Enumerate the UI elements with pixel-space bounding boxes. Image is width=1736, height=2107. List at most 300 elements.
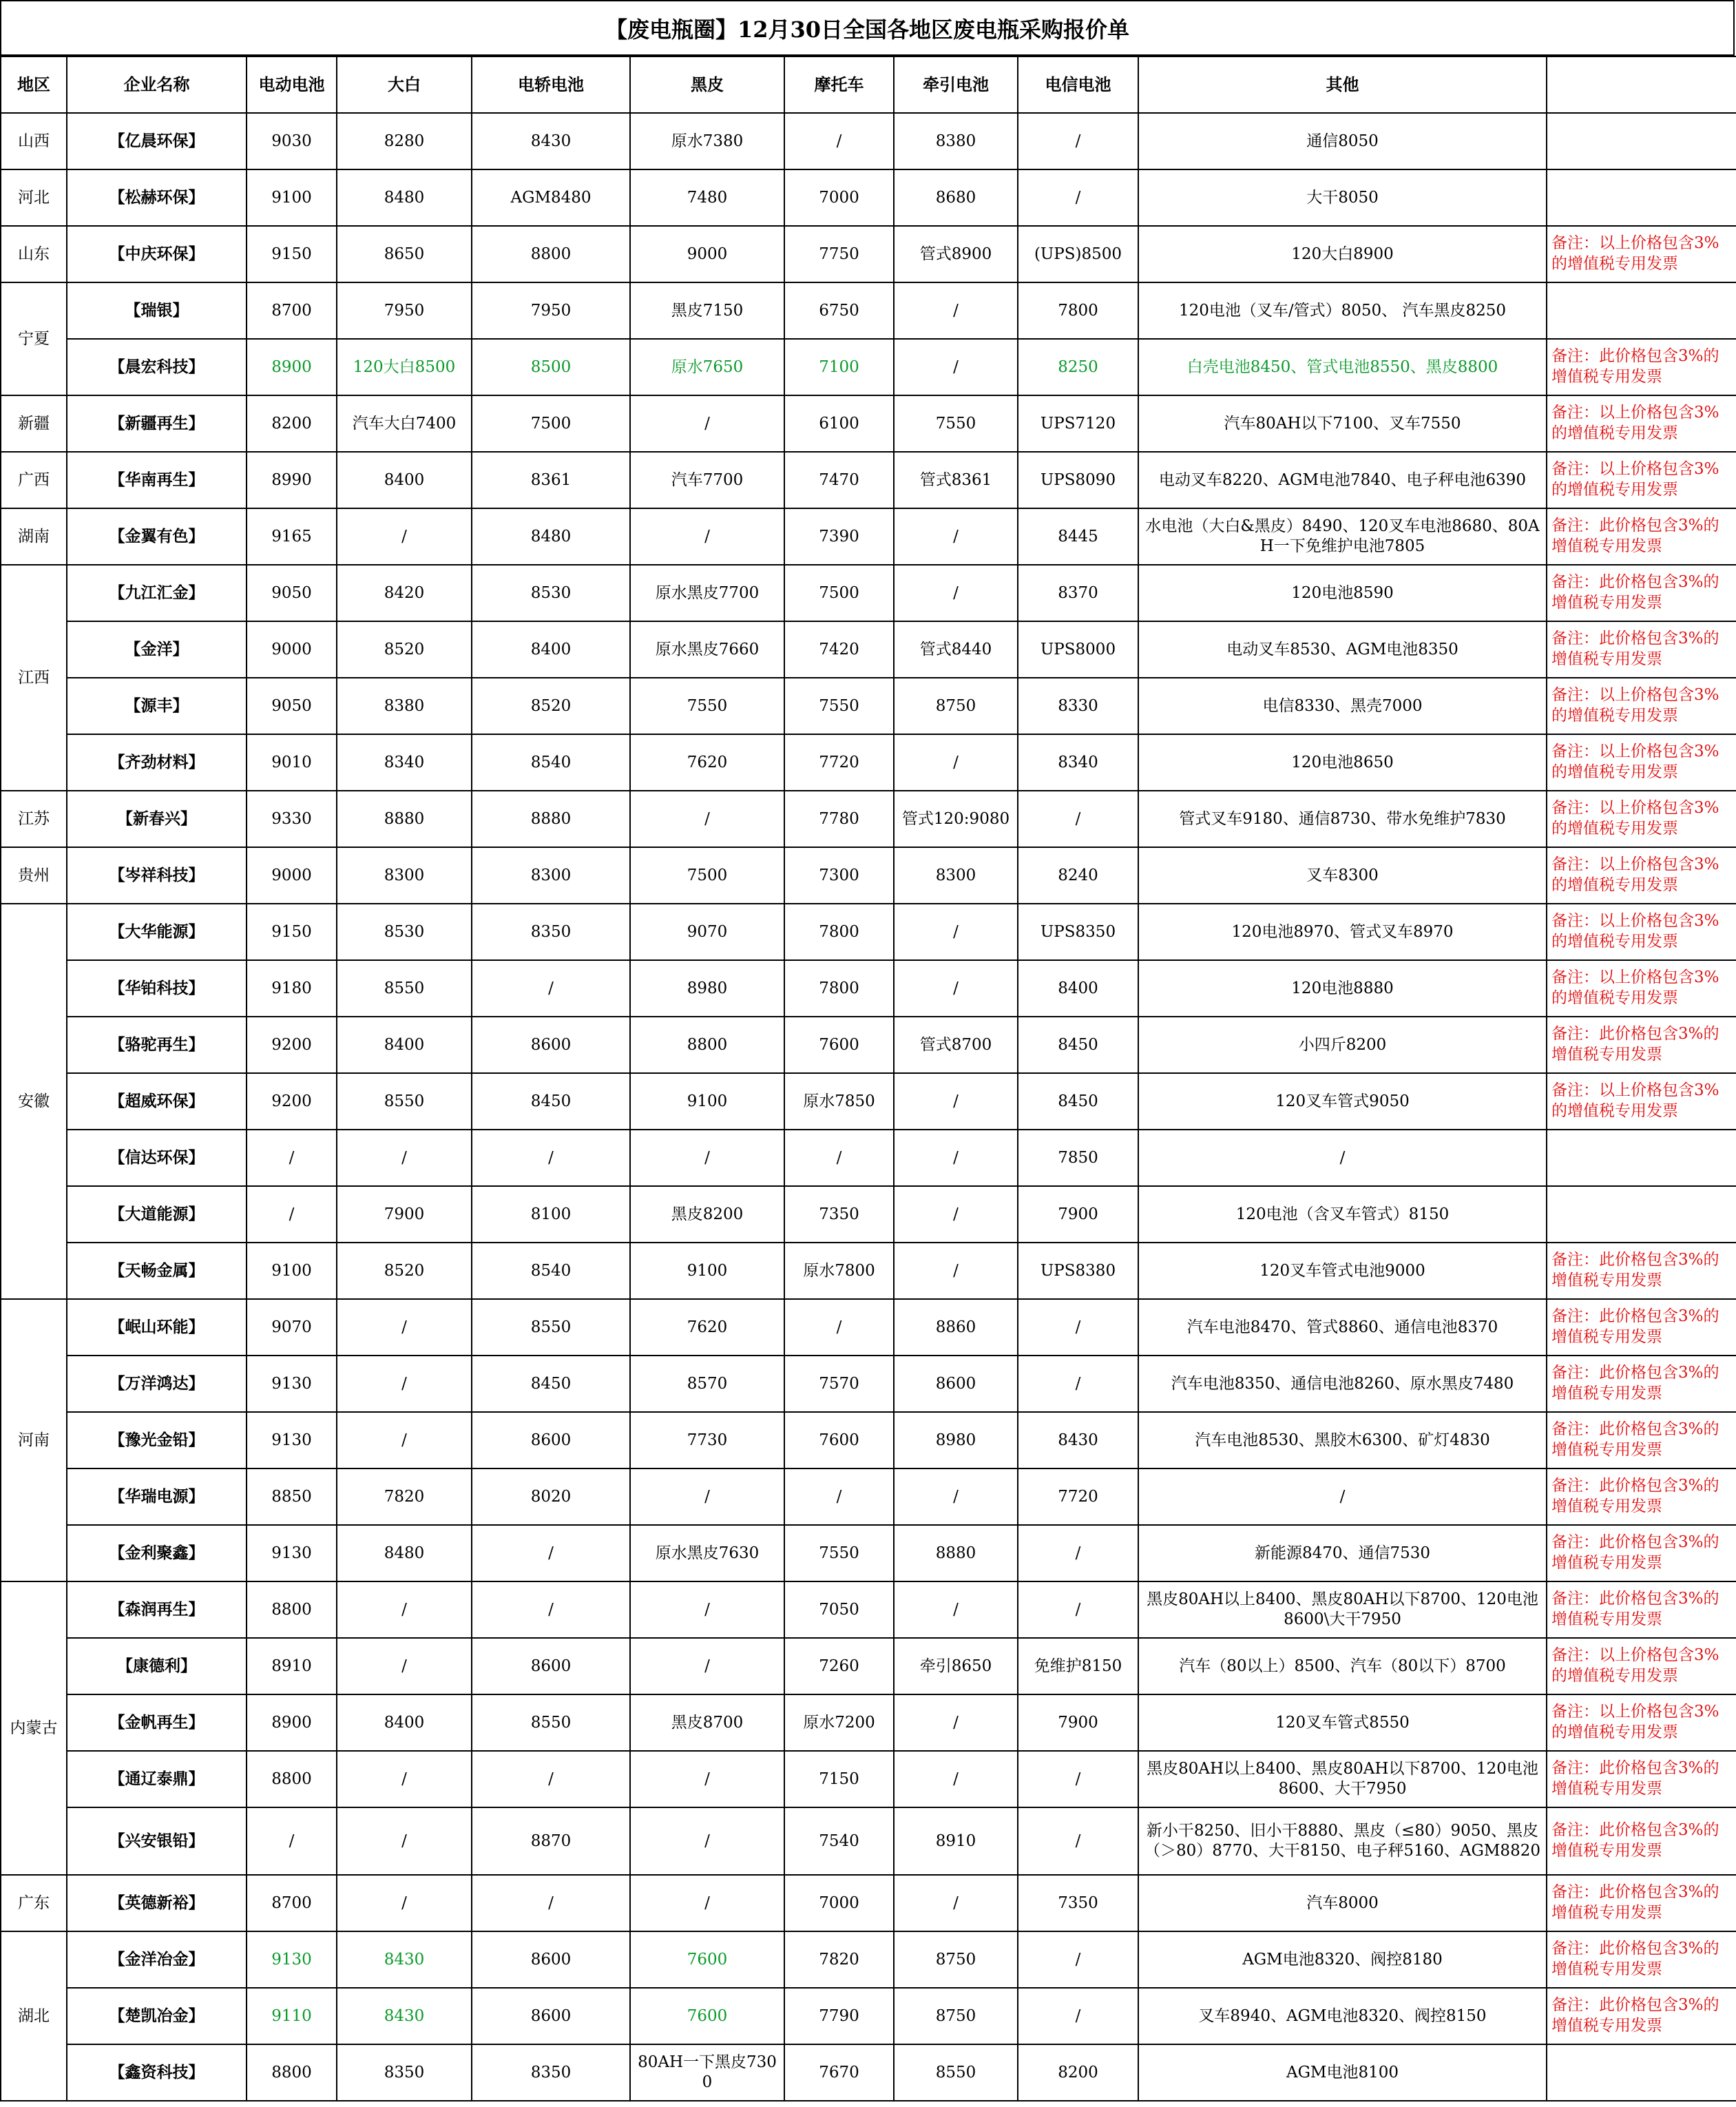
price-dabai-cell: 8650 — [337, 226, 472, 282]
table-row — [1, 1694, 1736, 1751]
price-heipi-cell: 7600 — [630, 1988, 784, 2044]
price-car-cell: / — [472, 1130, 630, 1186]
price-electric-cell: 8200 — [247, 395, 337, 452]
note-cell: 备注：此价格包含3%的增值税专用发票 — [1547, 339, 1736, 395]
price-heipi-cell: 8980 — [630, 960, 784, 1017]
company-cell: 【骆驼再生】 — [67, 1017, 247, 1073]
price-electric-cell: 9000 — [247, 847, 337, 904]
price-electric-cell: / — [247, 1807, 337, 1875]
price-telecom-cell: UPS8380 — [1018, 1243, 1138, 1299]
price-moto-cell: 7720 — [784, 734, 894, 791]
price-electric-cell: 8850 — [247, 1468, 337, 1525]
price-telecom-cell: 8400 — [1018, 960, 1138, 1017]
price-heipi-cell: / — [630, 508, 784, 565]
price-moto-cell: 7050 — [784, 1581, 894, 1638]
note-cell: 备注：以上价格包含3%的增值税专用发票 — [1547, 678, 1736, 734]
table-row — [1, 282, 1736, 339]
note-cell: 备注：以上价格包含3%的增值税专用发票 — [1547, 960, 1736, 1017]
price-heipi-cell: 原水7650 — [630, 339, 784, 395]
price-car-cell: 8870 — [472, 1807, 630, 1875]
company-cell: 【康德利】 — [67, 1638, 247, 1694]
price-other-cell: 120电池8650 — [1138, 734, 1547, 791]
price-other-cell: 水电池（大白&黑皮）8490、120叉车电池8680、80AH一下免维护电池7805 — [1138, 508, 1547, 565]
price-other-cell: 汽车8000 — [1138, 1875, 1547, 1931]
price-dabai-cell: 8480 — [337, 1525, 472, 1581]
price-moto-cell: 7570 — [784, 1356, 894, 1412]
price-car-cell: 8600 — [472, 1931, 630, 1988]
table-row — [1, 678, 1736, 734]
price-moto-cell: 7550 — [784, 1525, 894, 1581]
price-heipi-cell: 黑皮8200 — [630, 1186, 784, 1243]
region-cell: 山西 — [1, 113, 67, 169]
company-cell: 【岑祥科技】 — [67, 847, 247, 904]
price-telecom-cell: / — [1018, 1807, 1138, 1875]
price-car-cell: 8600 — [472, 1638, 630, 1694]
price-telecom-cell: / — [1018, 1931, 1138, 1988]
price-heipi-cell: / — [630, 1581, 784, 1638]
price-car-cell: 8100 — [472, 1186, 630, 1243]
price-telecom-cell: 8240 — [1018, 847, 1138, 904]
price-moto-cell: 7300 — [784, 847, 894, 904]
price-other-cell: 120电池（叉车/管式）8050、 汽车黑皮8250 — [1138, 282, 1547, 339]
price-electric-cell: 9050 — [247, 678, 337, 734]
price-car-cell: 8550 — [472, 1694, 630, 1751]
price-heipi-cell: 原水7380 — [630, 113, 784, 169]
price-heipi-cell: 7550 — [630, 678, 784, 734]
price-telecom-cell: / — [1018, 1988, 1138, 2044]
note-cell — [1547, 1130, 1736, 1186]
note-cell: 备注：此价格包含3%的增值税专用发票 — [1547, 565, 1736, 621]
region-cell: 河北 — [1, 169, 67, 226]
price-moto-cell: 7350 — [784, 1186, 894, 1243]
note-cell: 备注：以上价格包含3%的增值税专用发票 — [1547, 226, 1736, 282]
price-traction-cell: 8680 — [894, 169, 1018, 226]
price-traction-cell: 8880 — [894, 1525, 1018, 1581]
price-moto-cell: 7800 — [784, 960, 894, 1017]
company-cell: 【楚凯冶金】 — [67, 1988, 247, 2044]
price-electric-cell: 9110 — [247, 1988, 337, 2044]
table-row — [1, 1243, 1736, 1299]
price-dabai-cell: 8350 — [337, 2044, 472, 2101]
note-cell: 备注：此价格包含3%的增值税专用发票 — [1547, 1751, 1736, 1807]
region-cell: 贵州 — [1, 847, 67, 904]
note-cell: 备注：此价格包含3%的增值税专用发票 — [1547, 621, 1736, 678]
company-cell: 【源丰】 — [67, 678, 247, 734]
price-heipi-cell: / — [630, 395, 784, 452]
price-electric-cell: 9130 — [247, 1356, 337, 1412]
price-car-cell: 7950 — [472, 282, 630, 339]
price-car-cell: 8450 — [472, 1356, 630, 1412]
region-cell: 湖北 — [1, 1931, 67, 2101]
region-cell: 江苏 — [1, 791, 67, 847]
column-header — [1547, 56, 1736, 113]
price-car-cell: / — [472, 1875, 630, 1931]
price-telecom-cell: 8450 — [1018, 1073, 1138, 1130]
price-moto-cell: 7750 — [784, 226, 894, 282]
company-cell: 【中庆环保】 — [67, 226, 247, 282]
price-traction-cell: 8750 — [894, 1988, 1018, 2044]
price-other-cell: 叉车8940、AGM电池8320、阀控8150 — [1138, 1988, 1547, 2044]
price-traction-cell: / — [894, 1186, 1018, 1243]
price-moto-cell: 7820 — [784, 1931, 894, 1988]
table-row — [1, 904, 1736, 960]
company-cell: 【金洋】 — [67, 621, 247, 678]
column-header: 电动电池 — [247, 56, 337, 113]
region-cell: 广东 — [1, 1875, 67, 1931]
company-cell: 【金翼有色】 — [67, 508, 247, 565]
price-electric-cell: 8800 — [247, 1581, 337, 1638]
price-traction-cell: / — [894, 565, 1018, 621]
price-telecom-cell: UPS8000 — [1018, 621, 1138, 678]
price-other-cell: 汽车80AH以下7100、叉车7550 — [1138, 395, 1547, 452]
note-cell: 备注：此价格包含3%的增值税专用发票 — [1547, 1525, 1736, 1581]
price-traction-cell: / — [894, 508, 1018, 565]
price-heipi-cell: / — [630, 791, 784, 847]
price-other-cell: 新能源8470、通信7530 — [1138, 1525, 1547, 1581]
price-moto-cell: 6100 — [784, 395, 894, 452]
price-traction-cell: 8600 — [894, 1356, 1018, 1412]
price-car-cell: AGM8480 — [472, 169, 630, 226]
note-cell: 备注：此价格包含3%的增值税专用发票 — [1547, 1581, 1736, 1638]
price-electric-cell: 9200 — [247, 1073, 337, 1130]
price-heipi-cell: 黑皮8700 — [630, 1694, 784, 1751]
price-other-cell: 汽车（80以上）8500、汽车（80以下）8700 — [1138, 1638, 1547, 1694]
price-dabai-cell: / — [337, 1807, 472, 1875]
region-cell: 宁夏 — [1, 282, 67, 395]
price-car-cell: 8540 — [472, 734, 630, 791]
price-other-cell: 120叉车管式8550 — [1138, 1694, 1547, 1751]
price-moto-cell: 7790 — [784, 1988, 894, 2044]
company-cell: 【亿晨环保】 — [67, 113, 247, 169]
note-cell: 备注：以上价格包含3%的增值税专用发票 — [1547, 1638, 1736, 1694]
price-dabai-cell: 8550 — [337, 1073, 472, 1130]
price-car-cell: / — [472, 1751, 630, 1807]
region-cell: 湖南 — [1, 508, 67, 565]
price-electric-cell: 8910 — [247, 1638, 337, 1694]
table-row — [1, 1412, 1736, 1468]
price-dabai-cell: 8400 — [337, 1017, 472, 1073]
price-heipi-cell: 7480 — [630, 169, 784, 226]
table-row — [1, 1525, 1736, 1581]
price-telecom-cell: UPS8090 — [1018, 452, 1138, 508]
price-heipi-cell: 9100 — [630, 1243, 784, 1299]
price-other-cell: 汽车电池8350、通信电池8260、原水黑皮7480 — [1138, 1356, 1547, 1412]
price-moto-cell: 7600 — [784, 1017, 894, 1073]
price-car-cell: 8361 — [472, 452, 630, 508]
price-electric-cell: 9330 — [247, 791, 337, 847]
note-cell: 备注：此价格包含3%的增值税专用发票 — [1547, 1931, 1736, 1988]
table-row — [1, 791, 1736, 847]
price-traction-cell: / — [894, 1581, 1018, 1638]
company-cell: 【万洋鸿达】 — [67, 1356, 247, 1412]
price-moto-cell: 7500 — [784, 565, 894, 621]
price-dabai-cell: 8520 — [337, 621, 472, 678]
price-heipi-cell: 80AH一下黑皮7300 — [630, 2044, 784, 2101]
note-cell — [1547, 1186, 1736, 1243]
price-heipi-cell: 原水黑皮7660 — [630, 621, 784, 678]
company-cell: 【九江汇金】 — [67, 565, 247, 621]
price-dabai-cell: 8400 — [337, 1694, 472, 1751]
price-electric-cell: 9030 — [247, 113, 337, 169]
table-row — [1, 508, 1736, 565]
price-moto-cell: 7260 — [784, 1638, 894, 1694]
price-car-cell: 8540 — [472, 1243, 630, 1299]
price-moto-cell: 7420 — [784, 621, 894, 678]
price-traction-cell: 管式8900 — [894, 226, 1018, 282]
price-moto-cell: 7000 — [784, 169, 894, 226]
price-telecom-cell: / — [1018, 1299, 1138, 1356]
price-heipi-cell: 7620 — [630, 1299, 784, 1356]
price-moto-cell: 7780 — [784, 791, 894, 847]
note-cell: 备注：以上价格包含3%的增值税专用发票 — [1547, 1073, 1736, 1130]
price-heipi-cell: / — [630, 1130, 784, 1186]
price-dabai-cell: 8520 — [337, 1243, 472, 1299]
note-cell — [1547, 113, 1736, 169]
column-header: 其他 — [1138, 56, 1547, 113]
price-other-cell: 电信8330、黑壳7000 — [1138, 678, 1547, 734]
price-other-cell: / — [1138, 1130, 1547, 1186]
price-moto-cell: 7390 — [784, 508, 894, 565]
table-body — [1, 113, 1736, 2101]
company-cell: 【大华能源】 — [67, 904, 247, 960]
company-cell: 【新春兴】 — [67, 791, 247, 847]
price-electric-cell: / — [247, 1130, 337, 1186]
price-dabai-cell: 8880 — [337, 791, 472, 847]
price-telecom-cell: 8330 — [1018, 678, 1138, 734]
price-electric-cell: 9130 — [247, 1525, 337, 1581]
column-header: 牵引电池 — [894, 56, 1018, 113]
price-moto-cell: / — [784, 1468, 894, 1525]
price-traction-cell: / — [894, 1751, 1018, 1807]
price-traction-cell: 管式8361 — [894, 452, 1018, 508]
price-telecom-cell: 7900 — [1018, 1186, 1138, 1243]
note-cell: 备注：以上价格包含3%的增值税专用发票 — [1547, 791, 1736, 847]
price-traction-cell: 8300 — [894, 847, 1018, 904]
note-cell — [1547, 2044, 1736, 2101]
price-electric-cell: 8800 — [247, 1751, 337, 1807]
company-cell: 【华铂科技】 — [67, 960, 247, 1017]
price-traction-cell: 管式120:9080 — [894, 791, 1018, 847]
price-dabai-cell: / — [337, 1638, 472, 1694]
note-cell: 备注：以上价格包含3%的增值税专用发票 — [1547, 395, 1736, 452]
note-cell: 备注：以上价格包含3%的增值税专用发票 — [1547, 452, 1736, 508]
table-row — [1, 621, 1736, 678]
price-dabai-cell: 8340 — [337, 734, 472, 791]
price-electric-cell: 9180 — [247, 960, 337, 1017]
price-other-cell: 黑皮80AH以上8400、黑皮80AH以下8700、120电池8600\大干7950 — [1138, 1581, 1547, 1638]
price-heipi-cell: / — [630, 1875, 784, 1931]
price-dabai-cell: 汽车大白7400 — [337, 395, 472, 452]
price-telecom-cell: / — [1018, 1525, 1138, 1581]
price-other-cell: / — [1138, 1468, 1547, 1525]
company-cell: 【岷山环能】 — [67, 1299, 247, 1356]
price-moto-cell: 7150 — [784, 1751, 894, 1807]
price-car-cell: 8480 — [472, 508, 630, 565]
price-electric-cell: 9100 — [247, 169, 337, 226]
price-dabai-cell: 8530 — [337, 904, 472, 960]
company-cell: 【金利聚鑫】 — [67, 1525, 247, 1581]
note-cell: 备注：以上价格包含3%的增值税专用发票 — [1547, 847, 1736, 904]
price-traction-cell: 8750 — [894, 1931, 1018, 1988]
price-car-cell: 8020 — [472, 1468, 630, 1525]
price-car-cell: 8880 — [472, 791, 630, 847]
price-car-cell: 8350 — [472, 904, 630, 960]
price-other-cell: 120电池8590 — [1138, 565, 1547, 621]
price-telecom-cell: 8430 — [1018, 1412, 1138, 1468]
price-traction-cell: 8860 — [894, 1299, 1018, 1356]
price-electric-cell: 9150 — [247, 904, 337, 960]
price-dabai-cell: / — [337, 1875, 472, 1931]
region-cell: 河南 — [1, 1299, 67, 1581]
price-telecom-cell: UPS7120 — [1018, 395, 1138, 452]
price-other-cell: 大干8050 — [1138, 169, 1547, 226]
price-traction-cell: / — [894, 1130, 1018, 1186]
price-car-cell: 8520 — [472, 678, 630, 734]
table-row — [1, 1130, 1736, 1186]
price-heipi-cell: / — [630, 1468, 784, 1525]
price-dabai-cell: 8280 — [337, 113, 472, 169]
price-electric-cell: 9010 — [247, 734, 337, 791]
column-header: 企业名称 — [67, 56, 247, 113]
table-row — [1, 734, 1736, 791]
price-other-cell: 白壳电池8450、管式电池8550、黑皮8800 — [1138, 339, 1547, 395]
price-electric-cell: 8700 — [247, 1875, 337, 1931]
price-other-cell: 通信8050 — [1138, 113, 1547, 169]
price-telecom-cell: 免维护8150 — [1018, 1638, 1138, 1694]
price-heipi-cell: 9000 — [630, 226, 784, 282]
price-electric-cell: 9100 — [247, 1243, 337, 1299]
price-heipi-cell: / — [630, 1807, 784, 1875]
price-other-cell: 管式叉车9180、通信8730、带水免维护7830 — [1138, 791, 1547, 847]
price-car-cell: 8350 — [472, 2044, 630, 2101]
price-traction-cell: 牵引8650 — [894, 1638, 1018, 1694]
note-cell: 备注：此价格包含3%的增值税专用发票 — [1547, 1412, 1736, 1468]
price-dabai-cell: 8380 — [337, 678, 472, 734]
price-moto-cell: / — [784, 1299, 894, 1356]
price-electric-cell: 8700 — [247, 282, 337, 339]
note-cell: 备注：以上价格包含3%的增值税专用发票 — [1547, 734, 1736, 791]
price-telecom-cell: 8450 — [1018, 1017, 1138, 1073]
price-moto-cell: 7540 — [784, 1807, 894, 1875]
column-header: 电轿电池 — [472, 56, 630, 113]
price-other-cell: 120电池8970、管式叉车8970 — [1138, 904, 1547, 960]
price-heipi-cell: / — [630, 1638, 784, 1694]
price-electric-cell: 9165 — [247, 508, 337, 565]
price-moto-cell: 7550 — [784, 678, 894, 734]
note-cell: 备注：此价格包含3%的增值税专用发票 — [1547, 1468, 1736, 1525]
price-heipi-cell: / — [630, 1751, 784, 1807]
price-dabai-cell: 8480 — [337, 169, 472, 226]
price-electric-cell: 9000 — [247, 621, 337, 678]
price-moto-cell: 原水7200 — [784, 1694, 894, 1751]
price-telecom-cell: 8340 — [1018, 734, 1138, 791]
price-dabai-cell: / — [337, 1299, 472, 1356]
price-electric-cell: 8800 — [247, 2044, 337, 2101]
table-row — [1, 339, 1736, 395]
price-dabai-cell: 8420 — [337, 565, 472, 621]
price-telecom-cell: UPS8350 — [1018, 904, 1138, 960]
price-traction-cell: 7550 — [894, 395, 1018, 452]
price-dabai-cell: / — [337, 1581, 472, 1638]
price-traction-cell: / — [894, 1875, 1018, 1931]
price-heipi-cell: 7600 — [630, 1931, 784, 1988]
company-cell: 【金洋冶金】 — [67, 1931, 247, 1988]
note-cell: 备注：此价格包含3%的增值税专用发票 — [1547, 1875, 1736, 1931]
price-other-cell: 叉车8300 — [1138, 847, 1547, 904]
price-car-cell: 7500 — [472, 395, 630, 452]
price-traction-cell: / — [894, 734, 1018, 791]
price-car-cell: 8600 — [472, 1988, 630, 2044]
table-row — [1, 169, 1736, 226]
price-dabai-cell: 8300 — [337, 847, 472, 904]
table-row — [1, 2044, 1736, 2101]
company-cell: 【信达环保】 — [67, 1130, 247, 1186]
price-electric-cell: 9200 — [247, 1017, 337, 1073]
price-table — [0, 56, 1736, 2101]
price-other-cell: AGM电池8320、阀控8180 — [1138, 1931, 1547, 1988]
company-cell: 【新疆再生】 — [67, 395, 247, 452]
price-traction-cell: 8980 — [894, 1412, 1018, 1468]
price-moto-cell: 7000 — [784, 1875, 894, 1931]
price-telecom-cell: / — [1018, 1751, 1138, 1807]
price-other-cell: 汽车电池8530、黑胶木6300、矿灯4830 — [1138, 1412, 1547, 1468]
company-cell: 【瑞银】 — [67, 282, 247, 339]
table-row — [1, 565, 1736, 621]
company-cell: 【晨宏科技】 — [67, 339, 247, 395]
price-dabai-cell: 120大白8500 — [337, 339, 472, 395]
price-dabai-cell: 8400 — [337, 452, 472, 508]
sheet-title: 【废电瓶圈】12月30日全国各地区废电瓶采购报价单 — [0, 0, 1735, 56]
price-electric-cell: 8900 — [247, 1694, 337, 1751]
price-other-cell: 120电池（含叉车管式）8150 — [1138, 1186, 1547, 1243]
column-header: 黑皮 — [630, 56, 784, 113]
company-cell: 【通辽泰鼎】 — [67, 1751, 247, 1807]
company-cell: 【森润再生】 — [67, 1581, 247, 1638]
price-electric-cell: / — [247, 1186, 337, 1243]
table-row — [1, 113, 1736, 169]
note-cell: 备注：此价格包含3%的增值税专用发票 — [1547, 1017, 1736, 1073]
price-telecom-cell: 7350 — [1018, 1875, 1138, 1931]
price-car-cell: 8550 — [472, 1299, 630, 1356]
price-other-cell: 新小干8250、旧小干8880、黑皮（≤80）9050、黑皮（＞80）8770、大干8150、电子秤5160、AGM8820 — [1138, 1807, 1547, 1875]
price-dabai-cell: / — [337, 1751, 472, 1807]
price-telecom-cell: 7850 — [1018, 1130, 1138, 1186]
price-traction-cell: / — [894, 904, 1018, 960]
price-telecom-cell: / — [1018, 1356, 1138, 1412]
price-telecom-cell: 7800 — [1018, 282, 1138, 339]
price-moto-cell: 7100 — [784, 339, 894, 395]
price-car-cell: 8450 — [472, 1073, 630, 1130]
price-other-cell: 小四斤8200 — [1138, 1017, 1547, 1073]
price-electric-cell: 9130 — [247, 1412, 337, 1468]
company-cell: 【大道能源】 — [67, 1186, 247, 1243]
price-traction-cell: 8750 — [894, 678, 1018, 734]
price-moto-cell: 7600 — [784, 1412, 894, 1468]
price-car-cell: 8430 — [472, 113, 630, 169]
price-telecom-cell: 8370 — [1018, 565, 1138, 621]
region-cell: 山东 — [1, 226, 67, 282]
price-heipi-cell: 汽车7700 — [630, 452, 784, 508]
note-cell: 备注：此价格包含3%的增值税专用发票 — [1547, 1807, 1736, 1875]
table-row — [1, 1931, 1736, 1988]
column-header: 摩托车 — [784, 56, 894, 113]
note-cell: 备注：此价格包含3%的增值税专用发票 — [1547, 1356, 1736, 1412]
price-traction-cell: / — [894, 960, 1018, 1017]
price-moto-cell: 原水7850 — [784, 1073, 894, 1130]
price-dabai-cell: / — [337, 1130, 472, 1186]
price-moto-cell: 6750 — [784, 282, 894, 339]
price-heipi-cell: 7620 — [630, 734, 784, 791]
